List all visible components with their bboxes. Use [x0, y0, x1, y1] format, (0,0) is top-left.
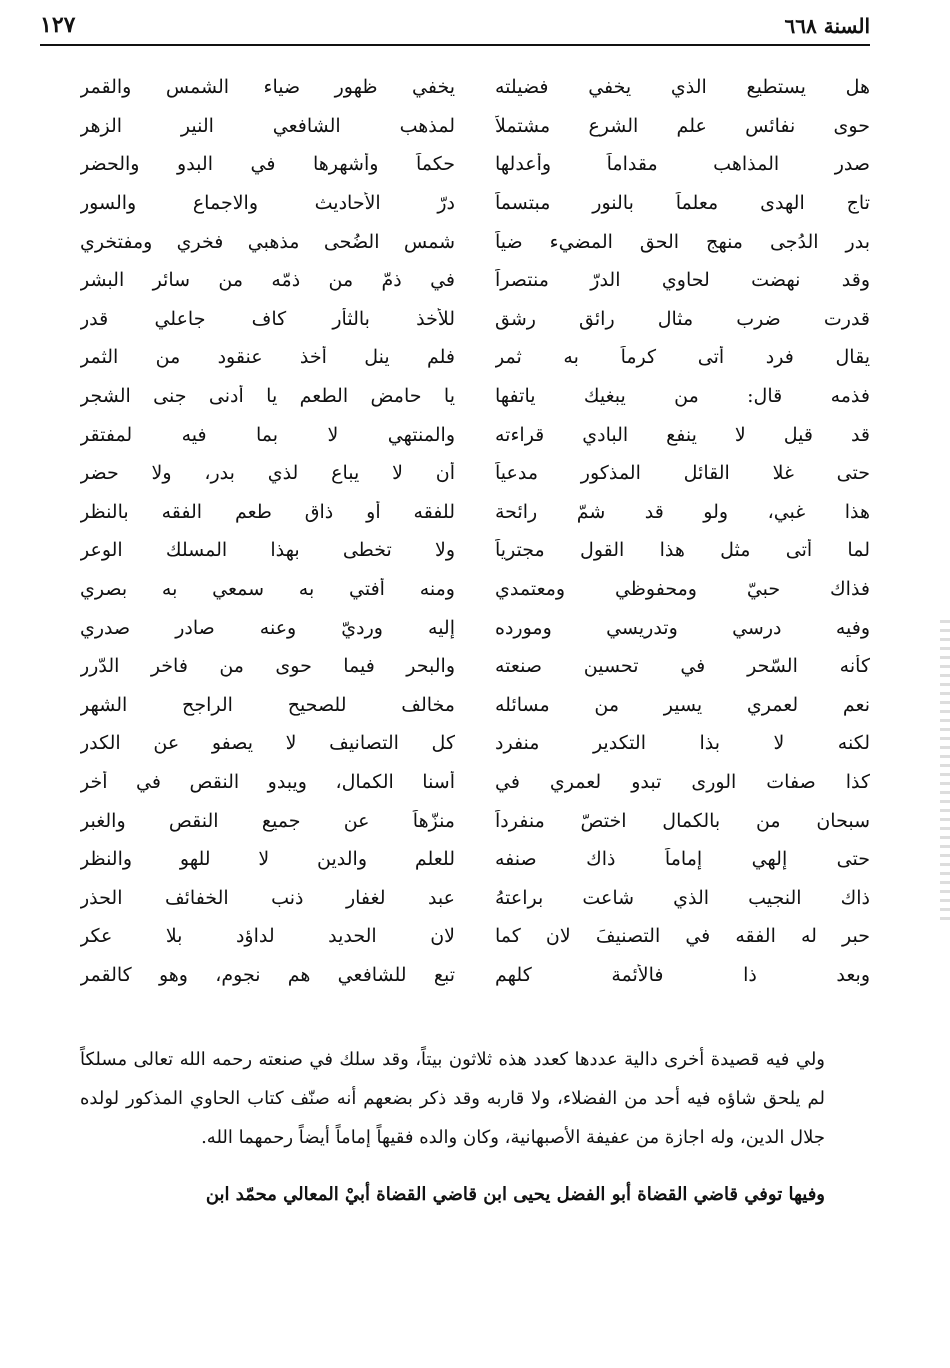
first-hemistich: فذاك حبيّ ومحفوظي ومعتمدي	[495, 578, 870, 601]
first-hemistich: نعم لعمري يسير من مسائله	[495, 693, 870, 716]
second-hemistich: مخالف للصحيح الراجح الشهرِ	[80, 693, 455, 716]
first-hemistich: كأنه السّحر في تحسين صنعته	[495, 655, 870, 678]
poem	[80, 68, 870, 994]
second-hemistich: لان الحديد لداؤد بلا عكر	[80, 925, 455, 948]
running-head-year: السنة ٦٦٨	[784, 14, 870, 38]
poem-verse	[80, 222, 870, 261]
first-hemistich: بدر الدُجى منهج الحق المضيء ضياً	[495, 230, 870, 253]
poem-verse	[80, 184, 870, 223]
paragraph: ولي فيه قصيدة أخرى دالية عددها كعدد هذه ثلاثون بيتاً، وقد سلك في صنعته رحمه الله تعالى مسلكاً لم يلحق شاؤه فيه أحد من الفضلاء، ولا قاربه وقد ذكر بضعهم أنه صنّف كتاب الحاوي المذكور لولده جلال الدين، وله اجازة من عفيفة الأصبهانية، وكان والده فقيهاً إماماً أيضاً رحمهما الله.	[80, 1049, 825, 1148]
poem-verse	[80, 917, 870, 956]
poem-verse	[80, 608, 870, 647]
poem-verse	[80, 338, 870, 377]
poem-verse	[80, 145, 870, 184]
second-hemistich: كل التصانيف لا يصفو عن الكدرِ	[80, 732, 455, 755]
second-hemistich: أسنا الكمال، ويبدو النقص في أخرِ	[80, 770, 455, 793]
poem-verse	[80, 300, 870, 339]
first-hemistich: ذاك النجيب الذي شاعت براعتهُ	[495, 886, 870, 909]
first-hemistich: سبحان من بالكمال اختصّ منفرداً	[495, 809, 870, 832]
first-hemistich: لما أتى مثل هذا القول مجترياً	[495, 539, 870, 562]
second-hemistich: أن لا يباع لذي بدر، ولا حضرِ	[80, 462, 455, 485]
first-hemistich: كذا صفات الورى تبدو لعمري في	[495, 770, 870, 793]
poem-verse	[80, 647, 870, 686]
second-hemistich: للعلم والدين لا للهو والنظرِ	[80, 848, 455, 871]
poem-verse	[80, 570, 870, 609]
second-hemistich: إليه ورديّ وعنه صادر صدري	[80, 616, 455, 639]
second-hemistich: عبد لغفار ذنب الخفائف الحذرِ	[80, 886, 455, 909]
second-hemistich: يخفي ظهور ضياء الشمس والقمر	[80, 76, 455, 99]
first-hemistich: يقال فرد أتى كرماً به ثمر	[495, 346, 870, 369]
poem-verse	[80, 261, 870, 300]
poem-verse	[80, 763, 870, 802]
second-hemistich: للأخذ بالثأر كاف جاعلي قدرِ	[80, 307, 455, 330]
first-hemistich: فذمه قال: من يبغيك ياتفها	[495, 385, 870, 408]
poem-verse	[80, 454, 870, 493]
second-hemistich: درّ الأحاديث والاجماع والسور	[80, 192, 455, 215]
first-hemistich: لكنه لا بذا التكدير منفرد	[495, 732, 870, 755]
second-hemistich: تبع للشافعي هم نجوم، وهو كالقمر	[80, 963, 455, 986]
first-hemistich: حتى غلا القائل المذكور مدعياً	[495, 462, 870, 485]
first-hemistich: قد قيل لا ينفع البادي قراءته	[495, 423, 870, 446]
second-hemistich: شمس الضُحى مذهبي فخري ومفتخري	[80, 230, 455, 253]
scan-edge-artifact	[940, 620, 950, 920]
second-hemistich: للفقه أو ذاق طعم الفقه بالنظرِ	[80, 500, 455, 523]
poem-verse	[80, 801, 870, 840]
poem-verse	[80, 686, 870, 725]
first-hemistich: وبعد ذا فالأئمة كلهم	[495, 963, 870, 986]
poem-verse	[80, 878, 870, 917]
first-hemistich: تاج الهدى معلماً بالنور مبتسماً	[495, 192, 870, 215]
prose-text	[80, 1040, 825, 1214]
poem-verse	[80, 956, 870, 995]
first-hemistich: حوى نفائس علم الشرع مشتملاً	[495, 114, 870, 137]
second-hemistich: والبحر فيما حوى من فاخر الدّرر	[80, 655, 455, 678]
paragraph: وفيها توفي قاضي القضاة أبو الفضل يحيى ابن قاضي القضاة أبيْ المعالي محمّد ابن	[205, 1184, 825, 1205]
poem-verse	[80, 377, 870, 416]
first-hemistich: هذا غبي، ولو قد شمّ رائحة	[495, 500, 870, 523]
first-hemistich: وفيه درسي وتدريسي ومورده	[495, 616, 870, 639]
poem-verse	[80, 493, 870, 532]
second-hemistich: ومنه أفتي به سمعي به بصري	[80, 578, 455, 601]
poem-verse	[80, 840, 870, 879]
second-hemistich: يا حامض الطعم يا أدنى جنى الشجرِ	[80, 385, 455, 408]
second-hemistich: منزّهاً عن جميع النقص والغبرِ	[80, 809, 455, 832]
first-hemistich: وقد نهضت لحاوي الدرّ منتصراً	[495, 269, 870, 292]
page-header	[40, 10, 870, 46]
poem-verse	[80, 107, 870, 146]
first-hemistich: حبر له الفقه في التصنيفَ لان كما	[495, 925, 870, 948]
second-hemistich: في ذمّ من ذمّه من سائر البشر	[80, 269, 455, 292]
first-hemistich: هل يستطيع الذي يخفي فضيلته	[495, 76, 870, 99]
poem-verse	[80, 724, 870, 763]
first-hemistich: صدر المذاهب مقداماً وأعدلها	[495, 153, 870, 176]
poem-verse	[80, 68, 870, 107]
poem-verse	[80, 415, 870, 454]
page-number: ١٢٧	[40, 12, 76, 38]
second-hemistich: فلم ينل أخذ عنقود من الثمرِ	[80, 346, 455, 369]
second-hemistich: حكماً وأشهرها في البدو والحضر	[80, 153, 455, 176]
second-hemistich: والمنتهي لا بما فيه لمفتقرِ	[80, 423, 455, 446]
first-hemistich: حتى إلهي إماماً ذاك صنفه	[495, 848, 870, 871]
first-hemistich: قدرت ضرب مثال رائق رشق	[495, 307, 870, 330]
second-hemistich: ولا تخطى بهذا المسلك الوعرِ	[80, 539, 455, 562]
second-hemistich: لمذهب الشافعي النير الزهر	[80, 114, 455, 137]
poem-verse	[80, 531, 870, 570]
